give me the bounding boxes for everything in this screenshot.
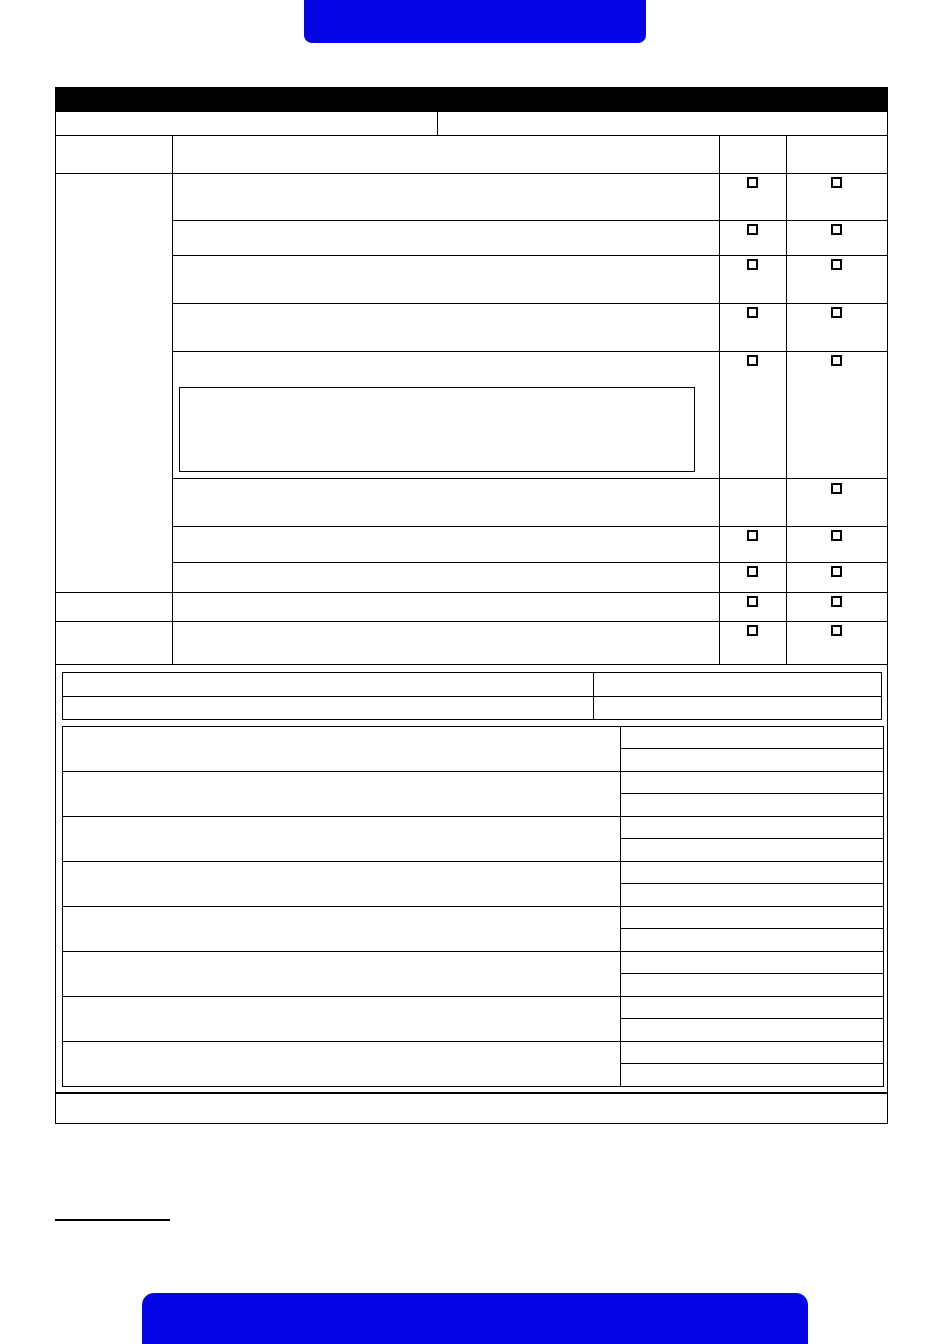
checkbox-row-7-b[interactable] bbox=[831, 530, 842, 541]
checkbox-row-1-a[interactable] bbox=[747, 177, 758, 188]
form-header-bar bbox=[55, 87, 888, 112]
divider bbox=[172, 303, 888, 304]
divider bbox=[620, 883, 884, 884]
divider bbox=[172, 351, 888, 352]
checkbox-row-7-a[interactable] bbox=[747, 530, 758, 541]
divider bbox=[62, 861, 884, 862]
divider bbox=[62, 996, 884, 997]
checkbox-row-9-a[interactable] bbox=[747, 596, 758, 607]
divider bbox=[62, 1041, 884, 1042]
checkbox-row-8-a[interactable] bbox=[747, 566, 758, 577]
checkbox-row-9-b[interactable] bbox=[831, 596, 842, 607]
checkbox-row-3-a[interactable] bbox=[747, 259, 758, 270]
divider bbox=[55, 621, 888, 622]
checkbox-row-4-a[interactable] bbox=[747, 307, 758, 318]
divider bbox=[55, 592, 888, 593]
divider bbox=[62, 906, 884, 907]
divider bbox=[620, 748, 884, 749]
divider bbox=[620, 973, 884, 974]
header-tab-banner bbox=[304, 0, 646, 43]
divider bbox=[62, 816, 884, 817]
info-field-1[interactable] bbox=[594, 673, 881, 696]
info-field-2[interactable] bbox=[594, 697, 881, 719]
footnote-rule bbox=[55, 1219, 170, 1221]
divider bbox=[172, 135, 173, 665]
checkbox-row-4-b[interactable] bbox=[831, 307, 842, 318]
checkbox-row-3-b[interactable] bbox=[831, 259, 842, 270]
divider bbox=[55, 135, 888, 136]
divider bbox=[620, 928, 884, 929]
divider bbox=[172, 478, 888, 479]
divider bbox=[620, 1063, 884, 1064]
divider bbox=[620, 1018, 884, 1019]
divider bbox=[620, 838, 884, 839]
divider bbox=[437, 111, 438, 136]
divider bbox=[620, 793, 884, 794]
comments-textbox[interactable] bbox=[179, 387, 695, 472]
checkbox-row-10-b[interactable] bbox=[831, 625, 842, 636]
divider bbox=[172, 526, 888, 527]
divider bbox=[172, 255, 888, 256]
checkbox-row-5-a[interactable] bbox=[747, 355, 758, 366]
checkbox-row-5-b[interactable] bbox=[831, 355, 842, 366]
divider bbox=[172, 220, 888, 221]
divider bbox=[62, 951, 884, 952]
divider bbox=[55, 664, 888, 665]
checkbox-row-10-a[interactable] bbox=[747, 625, 758, 636]
checkbox-row-1-b[interactable] bbox=[831, 177, 842, 188]
footer-banner bbox=[142, 1293, 808, 1344]
divider bbox=[55, 173, 888, 174]
checkbox-row-8-b[interactable] bbox=[831, 566, 842, 577]
divider bbox=[172, 562, 888, 563]
divider bbox=[62, 771, 884, 772]
checkbox-row-2-a[interactable] bbox=[747, 224, 758, 235]
divider bbox=[786, 135, 787, 665]
checkbox-row-6-b[interactable] bbox=[831, 483, 842, 494]
divider bbox=[719, 135, 720, 665]
checkbox-row-2-b[interactable] bbox=[831, 224, 842, 235]
footer-field[interactable] bbox=[56, 1094, 887, 1123]
